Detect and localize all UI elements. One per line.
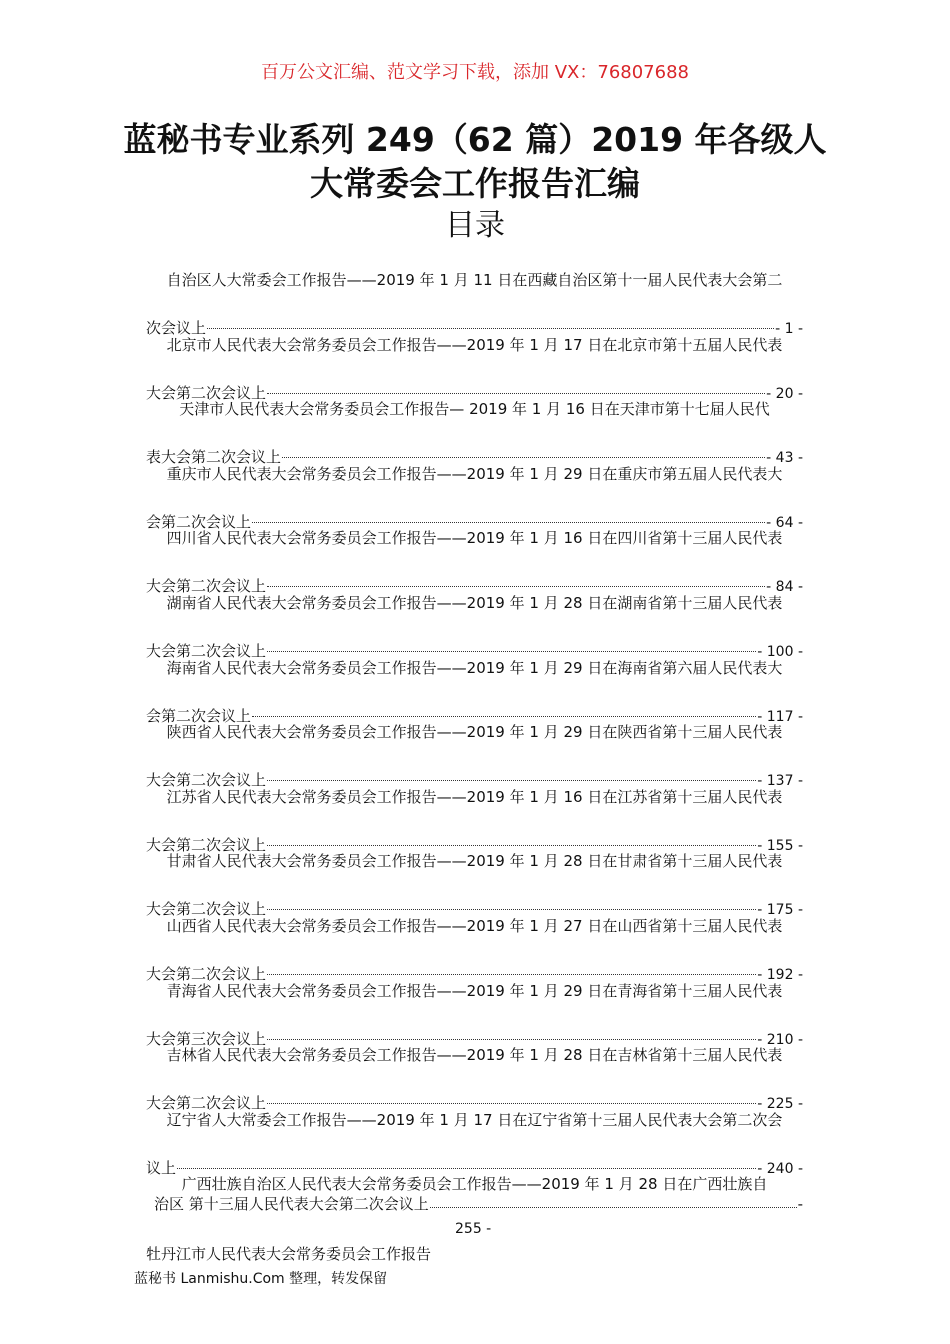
toc-entry-org: 海南省人民代表大会常务委员会工作报告 <box>166 658 437 677</box>
toc-entry-rest: ——2019 年 1 月 29 日在重庆市第五届人民代表大 <box>436 464 783 483</box>
toc-leader-dots <box>267 827 756 846</box>
toc-entry-page: - 20 - <box>766 385 803 402</box>
toc-entry-page: - 117 - <box>757 708 803 725</box>
toc-entry-title <box>146 335 803 375</box>
toc-entry-tail: 大会第二次会议上 <box>146 641 267 660</box>
toc-entry-page: 255 - <box>455 1221 492 1237</box>
toc-entry[interactable] <box>146 1110 803 1175</box>
toc-entry-page: - 240 - <box>757 1160 803 1177</box>
toc-entry-page: - 100 - <box>757 643 803 660</box>
toc-entry-page: - 137 - <box>757 773 803 790</box>
toc-entry[interactable] <box>146 270 803 335</box>
toc-entry[interactable] <box>146 722 803 790</box>
toc-entry-tail: 治区 第十三届人民代表大会第二次会议上 <box>154 1195 429 1213</box>
toc-entry-tail: 表大会第二次会议上 <box>146 448 282 467</box>
toc-entry-page: - 1 - <box>775 321 803 337</box>
toc-entry-org: 北京市人民代表大会常务委员会工作报告 <box>166 335 437 354</box>
toc-entry-rest: ——2019 年 1 月 29 日在海南省第六届人民代表大 <box>436 658 783 677</box>
toc-entry-org: 湖南省人民代表大会常务委员会工作报告 <box>166 593 437 612</box>
toc-entry-tail: 大会第二次会议上 <box>146 1094 267 1113</box>
toc-entry-org: 陕西省人民代表大会常务委员会工作报告 <box>166 723 437 742</box>
toc-entry-title <box>146 851 803 891</box>
toc-leader-dots <box>267 891 756 910</box>
toc-entry-tail: 大会第二次会议上 <box>146 964 267 983</box>
toc-entry-tail: 议上 <box>146 1158 177 1177</box>
toc-entry-tail: 大会第二次会议上 <box>146 900 267 919</box>
toc-leader-dots <box>267 375 765 394</box>
toc-entry[interactable] <box>146 658 803 723</box>
toc-entry-title <box>146 399 803 439</box>
toc-entry-org: 广西壮族自治区人民代表大会常务委员会工作报告 <box>181 1175 512 1193</box>
toc-entry-org: 甘肃省人民代表大会常务委员会工作报告 <box>166 852 437 871</box>
toc-leader-dots <box>252 504 765 523</box>
toc-entry-tail: 大会第二次会议上 <box>146 771 267 790</box>
toc-entry-title <box>146 528 803 568</box>
toc-leader-dots <box>430 1189 797 1208</box>
toc-entry-rest: ——2019 年 1 月 17 日在辽宁省第十三届人民代表大会第二次会 <box>346 1110 783 1129</box>
toc-entry-rest: ——2019 年 1 月 16 日在江苏省第十三届人民代表 <box>436 787 783 806</box>
toc-entry-tail: 大会第二次会议上 <box>146 577 267 596</box>
toc-entry-title <box>146 1045 803 1085</box>
toc-entry-tail: 次会议上 <box>146 319 207 337</box>
toc-entry-tail: 大会第三次会议上 <box>146 1029 267 1048</box>
toc-entry-org: 自治区人大常委会工作报告 <box>166 271 347 289</box>
toc-entry-rest: ——2019 年 1 月 29 日在青海省第十三届人民代表 <box>436 981 783 1000</box>
toc-entry[interactable] <box>146 1174 803 1214</box>
toc-entry-partial: 牡丹江市人民代表大会常务委员会工作报告 <box>146 1245 432 1263</box>
toc-entry[interactable] <box>146 399 803 467</box>
toc-entry-page: - 225 - <box>757 1096 803 1113</box>
toc-entry-title <box>146 270 803 310</box>
toc-entry[interactable] <box>146 981 803 1046</box>
toc-leader-dots <box>267 633 756 652</box>
toc-entry-org: 吉林省人民代表大会常务委员会工作报告 <box>166 1046 437 1065</box>
toc-entry-org: 山西省人民代表大会常务委员会工作报告 <box>166 916 437 935</box>
toc-entry[interactable] <box>146 593 803 658</box>
toc-entry-tail: 会第二次会议上 <box>146 706 252 725</box>
toc-leader-dots <box>267 1021 756 1040</box>
toc-leader-dots <box>267 1085 756 1104</box>
toc-entry-rest: ——2019 年 1 月 28 日在广西壮族自 <box>511 1175 768 1193</box>
toc-entry[interactable] <box>146 916 803 981</box>
toc-entry-title <box>146 722 803 762</box>
toc-entry[interactable] <box>146 335 803 400</box>
table-of-contents <box>146 270 803 1177</box>
toc-entry-title <box>146 916 803 956</box>
toc-entry-page-dash: - <box>797 1195 803 1213</box>
toc-entry-rest: ——2019 年 1 月 28 日在吉林省第十三届人民代表 <box>436 1046 783 1065</box>
source-note: 蓝秘书 Lanmishu.Com 整理，转发保留 <box>134 1271 388 1287</box>
toc-entry-org: 天津市人民代表大会常务委员会工作报告 <box>179 400 450 419</box>
toc-entry-rest: ——2019 年 1 月 16 日在四川省第十三届人民代表 <box>436 529 783 548</box>
toc-entry-rest: ——2019 年 1 月 28 日在湖南省第十三届人民代表 <box>436 593 783 612</box>
toc-leader-dots <box>252 698 756 717</box>
toc-entry-org: 江苏省人民代表大会常务委员会工作报告 <box>166 787 437 806</box>
toc-entry-rest: ——2019 年 1 月 27 日在山西省第十三届人民代表 <box>436 916 783 935</box>
toc-entry[interactable] <box>146 851 803 919</box>
toc-entry-rest: ——2019 年 1 月 11 日在西藏自治区第十一届人民代表大会第二 <box>346 271 783 289</box>
promo-banner: 百万公文汇编、范文学习下载，添加 VX：76807688 <box>261 62 689 83</box>
toc-entry-org: 辽宁省人大常委会工作报告 <box>166 1110 347 1129</box>
toc-entry[interactable] <box>146 1045 803 1113</box>
toc-leader-dots <box>207 310 774 329</box>
toc-entry-tail: 会第二次会议上 <box>146 512 252 531</box>
toc-entry-page: - 43 - <box>766 450 803 467</box>
toc-heading: 目录 <box>445 208 505 243</box>
toc-entry-title <box>146 981 803 1021</box>
toc-entry-rest: — 2019 年 1 月 16 日在天津市第十七届人民代 <box>449 400 770 419</box>
toc-entry-rest: ——2019 年 1 月 28 日在甘肃省第十三届人民代表 <box>436 852 783 871</box>
document-title: 蓝秘书专业系列 249（62 篇）2019 年各级人大常委会工作报告汇编 <box>123 120 827 203</box>
toc-entry-org: 四川省人民代表大会常务委员会工作报告 <box>166 529 437 548</box>
toc-entry-page: - 175 - <box>757 902 803 919</box>
toc-entry-org: 重庆市人民代表大会常务委员会工作报告 <box>166 464 437 483</box>
toc-entry[interactable] <box>146 464 803 529</box>
toc-entry-rest: ——2019 年 1 月 17 日在北京市第十五届人民代表 <box>436 335 783 354</box>
toc-entry-title <box>146 787 803 827</box>
toc-entry-title <box>146 464 803 504</box>
toc-leader-dots <box>267 762 756 781</box>
toc-entry-org: 青海省人民代表大会常务委员会工作报告 <box>166 981 437 1000</box>
toc-entry[interactable] <box>146 787 803 852</box>
toc-leader-dots <box>177 1150 756 1169</box>
toc-leader-dots <box>282 439 765 458</box>
toc-entry-title <box>146 658 803 698</box>
toc-entry-page: - 192 - <box>757 966 803 983</box>
toc-entry-page: - 155 - <box>757 837 803 854</box>
toc-leader-dots <box>267 568 765 587</box>
toc-entry-title <box>146 1110 803 1150</box>
toc-entry-rest: ——2019 年 1 月 29 日在陕西省第十三届人民代表 <box>436 723 783 742</box>
toc-entry-tail: 大会第二次会议上 <box>146 835 267 854</box>
toc-entry-page: - 210 - <box>757 1031 803 1048</box>
toc-entry-title <box>146 593 803 633</box>
toc-entry-page: - 84 - <box>766 579 803 596</box>
toc-entry[interactable] <box>146 528 803 596</box>
toc-entry-page: - 64 - <box>766 514 803 531</box>
toc-entry-tail: 大会第二次会议上 <box>146 383 267 402</box>
toc-leader-dots <box>267 956 756 975</box>
